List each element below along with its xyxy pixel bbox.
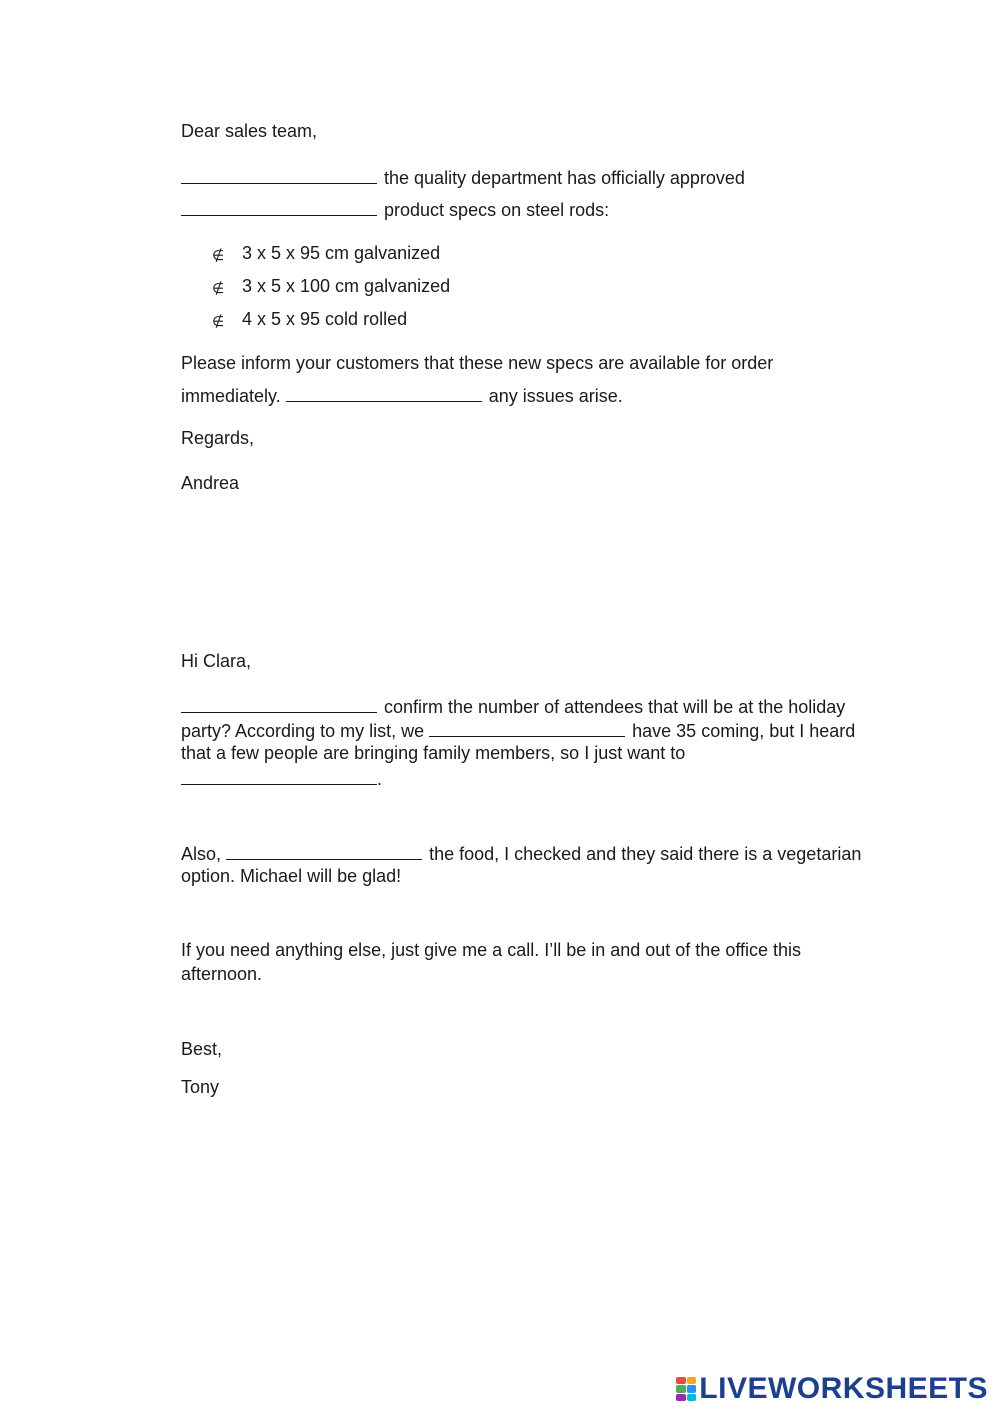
blank-7[interactable] [226,840,422,860]
email2-p1-line4-period: . [377,769,383,789]
email2-p2-line1-after: the food, I checked and they said there is a vegetarian [429,844,862,864]
email2-p2-line1 [181,840,861,866]
spec-item: 3 x 5 x 95 cm galvanized [242,243,441,263]
blank-4[interactable] [181,693,377,713]
email1-para-line1: Please inform your customers that these new specs are available for order [181,353,774,373]
brand-text: LIVEWORKSHEETS [699,1372,988,1405]
email1-line1-text: the quality department has officially approved [384,168,745,188]
blank-2[interactable] [181,196,377,216]
email2-p1-line2-before: party? According to my list, we [181,721,425,741]
email1-greeting: Dear sales team, [181,121,318,141]
bullet-icon: ∉ [212,247,225,263]
email2-p1-line3: that a few people are bringing family members, so I just want to [181,743,686,763]
email2-p3-line1: If you need anything else, just give me a call. I’ll be in and out of the office this [181,940,802,960]
blank-3[interactable] [286,382,482,402]
email1-signature: Andrea [181,473,240,493]
email2-signature: Tony [181,1077,220,1097]
email2-p1-line2-after: have 35 coming, but I heard [632,721,856,741]
brand-mark-icon [676,1377,696,1401]
blank-5[interactable] [429,717,625,737]
email2-greeting: Hi Clara, [181,651,252,671]
email1-line1 [181,164,745,190]
bullet-icon: ∉ [212,280,225,296]
brand-logo [676,1374,988,1404]
bullet-icon: ∉ [212,313,225,329]
email1-para-line2-after: any issues arise. [488,386,623,406]
email2-p2-line1-before: Also, [181,844,222,864]
email2-p1-line4 [181,765,382,791]
email1-closing: Regards, [181,428,255,448]
email2-p1-line1-text: confirm the number of attendees that will be at the holiday [384,697,846,717]
email2-p1-line1 [181,693,845,719]
email1-line2 [181,196,609,222]
blank-1[interactable] [181,164,377,184]
email2-p1-line2 [181,717,855,743]
email1-para-line2 [181,382,623,408]
email2-p2-line2: option. Michael will be glad! [181,866,402,886]
email2-closing: Best, [181,1039,223,1059]
email2-p3-line2: afternoon. [181,964,263,984]
spec-item: 3 x 5 x 100 cm galvanized [242,276,451,296]
email1-para-line2-before: immediately. [181,386,281,406]
email1-line2-text: product specs on steel rods: [384,200,610,220]
spec-item: 4 x 5 x 95 cold rolled [242,309,408,329]
blank-6[interactable] [181,765,377,785]
